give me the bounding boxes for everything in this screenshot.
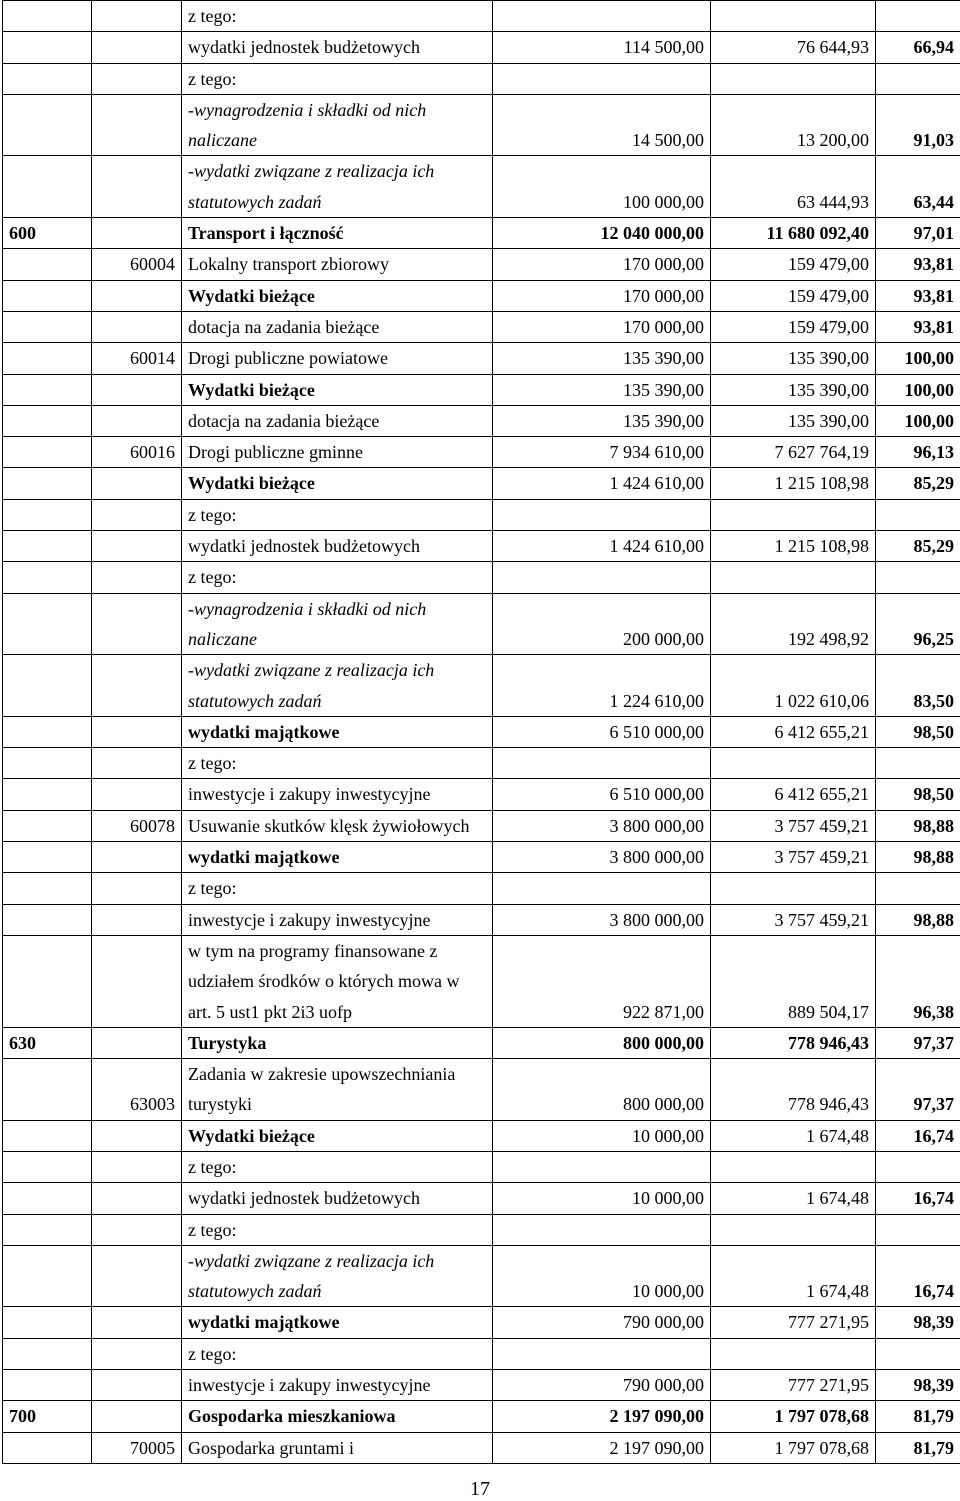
table-row <box>3 1245 960 1307</box>
description-cell: inwestycje i zakupy inwestycyjne <box>182 1370 493 1401</box>
executed-amount-cell: 6 412 655,21 <box>711 779 876 810</box>
description-cell: wydatki jednostek budżetowych <box>182 531 493 562</box>
dzial-cell <box>3 810 92 841</box>
percent-cell: 81,79 <box>876 1432 960 1463</box>
rozdzial-cell <box>92 1183 182 1214</box>
percent-cell: 98,39 <box>876 1307 960 1338</box>
percent-cell: 81,79 <box>876 1401 960 1432</box>
executed-amount-cell: 1 215 108,98 <box>711 531 876 562</box>
plan-amount-cell: 100 000,00 <box>493 156 711 218</box>
plan-amount-cell: 6 510 000,00 <box>493 779 711 810</box>
table-row <box>3 63 960 94</box>
plan-amount-cell: 114 500,00 <box>493 32 711 63</box>
table-row <box>3 1027 960 1058</box>
table-row <box>3 1338 960 1369</box>
plan-amount-cell: 12 040 000,00 <box>493 218 711 249</box>
executed-amount-cell: 63 444,93 <box>711 156 876 218</box>
description-cell: wydatki majątkowe <box>182 842 493 873</box>
executed-amount-cell: 1 674,48 <box>711 1245 876 1307</box>
description-cell: Gospodarka gruntami i <box>182 1432 493 1463</box>
dzial-cell <box>3 655 92 717</box>
description-cell: z tego: <box>182 1 493 32</box>
rozdzial-cell <box>92 779 182 810</box>
percent-cell: 83,50 <box>876 655 960 717</box>
dzial-cell <box>3 1432 92 1463</box>
percent-cell <box>876 1214 960 1245</box>
percent-cell: 63,44 <box>876 156 960 218</box>
executed-amount-cell <box>711 562 876 593</box>
percent-cell: 100,00 <box>876 405 960 436</box>
dzial-cell <box>3 935 92 1027</box>
percent-cell: 66,94 <box>876 32 960 63</box>
dzial-cell <box>3 1 92 32</box>
table-row <box>3 748 960 779</box>
plan-amount-cell: 200 000,00 <box>493 593 711 655</box>
plan-amount-cell: 10 000,00 <box>493 1120 711 1151</box>
plan-amount-cell: 3 800 000,00 <box>493 810 711 841</box>
rozdzial-cell <box>92 499 182 530</box>
percent-cell: 97,37 <box>876 1059 960 1121</box>
executed-amount-cell: 1 215 108,98 <box>711 468 876 499</box>
plan-amount-cell: 2 197 090,00 <box>493 1401 711 1432</box>
percent-cell: 85,29 <box>876 531 960 562</box>
description-cell: dotacja na zadania bieżące <box>182 311 493 342</box>
executed-amount-cell: 159 479,00 <box>711 311 876 342</box>
dzial-cell <box>3 842 92 873</box>
rozdzial-cell <box>92 562 182 593</box>
dzial-cell <box>3 437 92 468</box>
rozdzial-cell <box>92 1027 182 1058</box>
dzial-cell <box>3 468 92 499</box>
table-row <box>3 842 960 873</box>
percent-cell: 96,25 <box>876 593 960 655</box>
percent-cell: 93,81 <box>876 280 960 311</box>
rozdzial-cell <box>92 716 182 747</box>
description-cell: Usuwanie skutków klęsk żywiołowych <box>182 810 493 841</box>
dzial-cell <box>3 779 92 810</box>
plan-amount-cell: 14 500,00 <box>493 94 711 156</box>
table-row <box>3 499 960 530</box>
executed-amount-cell: 6 412 655,21 <box>711 716 876 747</box>
table-row <box>3 593 960 655</box>
dzial-cell <box>3 1338 92 1369</box>
plan-amount-cell: 7 934 610,00 <box>493 437 711 468</box>
plan-amount-cell <box>493 499 711 530</box>
description-cell: wydatki jednostek budżetowych <box>182 1183 493 1214</box>
dzial-cell: 700 <box>3 1401 92 1432</box>
rozdzial-cell <box>92 748 182 779</box>
rozdzial-cell <box>92 655 182 717</box>
dzial-cell <box>3 593 92 655</box>
rozdzial-cell <box>92 94 182 156</box>
rozdzial-cell <box>92 1214 182 1245</box>
table-row <box>3 94 960 156</box>
description-cell: inwestycje i zakupy inwestycyjne <box>182 779 493 810</box>
percent-cell <box>876 1 960 32</box>
dzial-cell: 630 <box>3 1027 92 1058</box>
executed-amount-cell: 1 674,48 <box>711 1120 876 1151</box>
rozdzial-cell <box>92 1370 182 1401</box>
plan-amount-cell: 135 390,00 <box>493 343 711 374</box>
description-cell: Drogi publiczne gminne <box>182 437 493 468</box>
dzial-cell <box>3 531 92 562</box>
dzial-cell <box>3 716 92 747</box>
dzial-cell <box>3 1183 92 1214</box>
rozdzial-cell <box>92 280 182 311</box>
dzial-cell: 600 <box>3 218 92 249</box>
plan-amount-cell: 170 000,00 <box>493 311 711 342</box>
executed-amount-cell: 3 757 459,21 <box>711 842 876 873</box>
percent-cell <box>876 1151 960 1182</box>
plan-amount-cell: 10 000,00 <box>493 1183 711 1214</box>
plan-amount-cell <box>493 1151 711 1182</box>
executed-amount-cell: 889 504,17 <box>711 935 876 1027</box>
percent-cell: 93,81 <box>876 249 960 280</box>
executed-amount-cell: 777 271,95 <box>711 1370 876 1401</box>
plan-amount-cell <box>493 1 711 32</box>
table-row <box>3 437 960 468</box>
plan-amount-cell <box>493 1338 711 1369</box>
plan-amount-cell: 3 800 000,00 <box>493 842 711 873</box>
table-row <box>3 716 960 747</box>
table-row <box>3 1401 960 1432</box>
plan-amount-cell: 170 000,00 <box>493 249 711 280</box>
plan-amount-cell <box>493 1214 711 1245</box>
rozdzial-cell <box>92 873 182 904</box>
table-row <box>3 1370 960 1401</box>
description-cell: Zadania w zakresie upowszechniania turystyki <box>182 1059 493 1121</box>
executed-amount-cell: 778 946,43 <box>711 1027 876 1058</box>
dzial-cell <box>3 1245 92 1307</box>
executed-amount-cell <box>711 1 876 32</box>
percent-cell: 93,81 <box>876 311 960 342</box>
executed-amount-cell: 7 627 764,19 <box>711 437 876 468</box>
percent-cell <box>876 499 960 530</box>
dzial-cell <box>3 904 92 935</box>
description-cell: Wydatki bieżące <box>182 468 493 499</box>
plan-amount-cell <box>493 562 711 593</box>
description-cell: Transport i łączność <box>182 218 493 249</box>
executed-amount-cell: 1 797 078,68 <box>711 1432 876 1463</box>
description-cell: wydatki majątkowe <box>182 1307 493 1338</box>
description-cell: dotacja na zadania bieżące <box>182 405 493 436</box>
description-cell: z tego: <box>182 562 493 593</box>
description-cell: -wynagrodzenia i składki od nich naliczane <box>182 94 493 156</box>
percent-cell: 16,74 <box>876 1120 960 1151</box>
executed-amount-cell: 3 757 459,21 <box>711 810 876 841</box>
dzial-cell <box>3 1059 92 1121</box>
table-row <box>3 904 960 935</box>
description-cell: z tego: <box>182 873 493 904</box>
plan-amount-cell: 790 000,00 <box>493 1307 711 1338</box>
description-cell: z tego: <box>182 1338 493 1369</box>
table-row <box>3 655 960 717</box>
executed-amount-cell: 1 674,48 <box>711 1183 876 1214</box>
dzial-cell <box>3 1307 92 1338</box>
percent-cell: 98,88 <box>876 904 960 935</box>
percent-cell: 100,00 <box>876 374 960 405</box>
executed-amount-cell <box>711 499 876 530</box>
dzial-cell <box>3 63 92 94</box>
table-row <box>3 1214 960 1245</box>
description-cell: Drogi publiczne powiatowe <box>182 343 493 374</box>
rozdzial-cell: 60016 <box>92 437 182 468</box>
dzial-cell <box>3 1120 92 1151</box>
executed-amount-cell: 192 498,92 <box>711 593 876 655</box>
rozdzial-cell <box>92 405 182 436</box>
executed-amount-cell: 1 022 610,06 <box>711 655 876 717</box>
description-cell: z tego: <box>182 1214 493 1245</box>
description-cell: z tego: <box>182 748 493 779</box>
percent-cell: 16,74 <box>876 1245 960 1307</box>
plan-amount-cell: 790 000,00 <box>493 1370 711 1401</box>
table-row <box>3 531 960 562</box>
executed-amount-cell <box>711 748 876 779</box>
plan-amount-cell: 6 510 000,00 <box>493 716 711 747</box>
table-row <box>3 218 960 249</box>
executed-amount-cell: 159 479,00 <box>711 249 876 280</box>
table-row <box>3 280 960 311</box>
table-row <box>3 249 960 280</box>
rozdzial-cell <box>92 1 182 32</box>
rozdzial-cell: 60014 <box>92 343 182 374</box>
dzial-cell <box>3 32 92 63</box>
description-cell: Lokalny transport zbiorowy <box>182 249 493 280</box>
table-row <box>3 873 960 904</box>
table-row <box>3 1183 960 1214</box>
dzial-cell <box>3 562 92 593</box>
rozdzial-cell <box>92 156 182 218</box>
description-cell: Wydatki bieżące <box>182 374 493 405</box>
table-row <box>3 468 960 499</box>
executed-amount-cell <box>711 1151 876 1182</box>
rozdzial-cell <box>92 1307 182 1338</box>
percent-cell: 100,00 <box>876 343 960 374</box>
dzial-cell <box>3 405 92 436</box>
executed-amount-cell <box>711 63 876 94</box>
plan-amount-cell <box>493 63 711 94</box>
percent-cell: 98,50 <box>876 716 960 747</box>
description-cell: z tego: <box>182 63 493 94</box>
rozdzial-cell <box>92 1120 182 1151</box>
rozdzial-cell <box>92 593 182 655</box>
plan-amount-cell: 10 000,00 <box>493 1245 711 1307</box>
rozdzial-cell <box>92 468 182 499</box>
executed-amount-cell: 159 479,00 <box>711 280 876 311</box>
percent-cell: 85,29 <box>876 468 960 499</box>
description-cell: -wynagrodzenia i składki od nich naliczane <box>182 593 493 655</box>
rozdzial-cell <box>92 1151 182 1182</box>
percent-cell: 98,88 <box>876 810 960 841</box>
description-cell: inwestycje i zakupy inwestycyjne <box>182 904 493 935</box>
description-cell: Gospodarka mieszkaniowa <box>182 1401 493 1432</box>
rozdzial-cell: 60004 <box>92 249 182 280</box>
table-row <box>3 374 960 405</box>
dzial-cell <box>3 280 92 311</box>
description-cell: -wydatki związane z realizacja ich statutowych zadań <box>182 655 493 717</box>
executed-amount-cell <box>711 1338 876 1369</box>
description-cell: Turystyka <box>182 1027 493 1058</box>
table-row <box>3 1120 960 1151</box>
plan-amount-cell: 1 424 610,00 <box>493 531 711 562</box>
plan-amount-cell: 800 000,00 <box>493 1059 711 1121</box>
table-row <box>3 779 960 810</box>
executed-amount-cell: 135 390,00 <box>711 374 876 405</box>
rozdzial-cell <box>92 1338 182 1369</box>
rozdzial-cell <box>92 1245 182 1307</box>
table-row <box>3 810 960 841</box>
percent-cell <box>876 63 960 94</box>
rozdzial-cell: 70005 <box>92 1432 182 1463</box>
table-row <box>3 1059 960 1121</box>
table-row <box>3 405 960 436</box>
table-row <box>3 32 960 63</box>
dzial-cell <box>3 1370 92 1401</box>
executed-amount-cell: 135 390,00 <box>711 343 876 374</box>
plan-amount-cell: 3 800 000,00 <box>493 904 711 935</box>
description-cell: z tego: <box>182 1151 493 1182</box>
rozdzial-cell <box>92 935 182 1027</box>
percent-cell: 96,13 <box>876 437 960 468</box>
percent-cell: 96,38 <box>876 935 960 1027</box>
table-row <box>3 311 960 342</box>
rozdzial-cell <box>92 311 182 342</box>
page-number: 17 <box>470 1478 490 1500</box>
executed-amount-cell: 13 200,00 <box>711 94 876 156</box>
dzial-cell <box>3 499 92 530</box>
table-row <box>3 1307 960 1338</box>
description-cell: wydatki jednostek budżetowych <box>182 32 493 63</box>
dzial-cell <box>3 748 92 779</box>
executed-amount-cell: 778 946,43 <box>711 1059 876 1121</box>
description-cell: z tego: <box>182 499 493 530</box>
executed-amount-cell: 3 757 459,21 <box>711 904 876 935</box>
table-row <box>3 935 960 1027</box>
rozdzial-cell: 63003 <box>92 1059 182 1121</box>
dzial-cell <box>3 94 92 156</box>
executed-amount-cell: 76 644,93 <box>711 32 876 63</box>
rozdzial-cell <box>92 531 182 562</box>
table-row <box>3 1 960 32</box>
rozdzial-cell <box>92 32 182 63</box>
description-cell: Wydatki bieżące <box>182 1120 493 1151</box>
plan-amount-cell: 2 197 090,00 <box>493 1432 711 1463</box>
plan-amount-cell: 800 000,00 <box>493 1027 711 1058</box>
table-row <box>3 1151 960 1182</box>
dzial-cell <box>3 343 92 374</box>
executed-amount-cell <box>711 1214 876 1245</box>
description-cell: -wydatki związane z realizacja ich statutowych zadań <box>182 156 493 218</box>
plan-amount-cell: 170 000,00 <box>493 280 711 311</box>
plan-amount-cell: 1 224 610,00 <box>493 655 711 717</box>
dzial-cell <box>3 374 92 405</box>
budget-table-body <box>3 1 960 1464</box>
executed-amount-cell: 777 271,95 <box>711 1307 876 1338</box>
plan-amount-cell: 135 390,00 <box>493 374 711 405</box>
executed-amount-cell <box>711 873 876 904</box>
percent-cell <box>876 562 960 593</box>
executed-amount-cell: 11 680 092,40 <box>711 218 876 249</box>
rozdzial-cell <box>92 63 182 94</box>
dzial-cell <box>3 1151 92 1182</box>
rozdzial-cell: 60078 <box>92 810 182 841</box>
dzial-cell <box>3 1214 92 1245</box>
executed-amount-cell: 135 390,00 <box>711 405 876 436</box>
percent-cell <box>876 873 960 904</box>
percent-cell: 97,01 <box>876 218 960 249</box>
description-cell: w tym na programy finansowane z udziałem środków o których mowa w art. 5 ust1 pkt 2i3 uofp <box>182 935 493 1027</box>
plan-amount-cell: 922 871,00 <box>493 935 711 1027</box>
dzial-cell <box>3 156 92 218</box>
plan-amount-cell <box>493 748 711 779</box>
budget-table <box>2 0 960 1464</box>
table-row <box>3 156 960 218</box>
table-row <box>3 562 960 593</box>
percent-cell: 97,37 <box>876 1027 960 1058</box>
dzial-cell <box>3 249 92 280</box>
executed-amount-cell: 1 797 078,68 <box>711 1401 876 1432</box>
description-cell: wydatki majątkowe <box>182 716 493 747</box>
percent-cell <box>876 1338 960 1369</box>
percent-cell: 91,03 <box>876 94 960 156</box>
percent-cell: 98,39 <box>876 1370 960 1401</box>
rozdzial-cell <box>92 1401 182 1432</box>
plan-amount-cell: 135 390,00 <box>493 405 711 436</box>
rozdzial-cell <box>92 904 182 935</box>
table-row <box>3 343 960 374</box>
plan-amount-cell <box>493 873 711 904</box>
dzial-cell <box>3 311 92 342</box>
rozdzial-cell <box>92 374 182 405</box>
description-cell: Wydatki bieżące <box>182 280 493 311</box>
rozdzial-cell <box>92 842 182 873</box>
dzial-cell <box>3 873 92 904</box>
rozdzial-cell <box>92 218 182 249</box>
percent-cell <box>876 748 960 779</box>
percent-cell: 98,50 <box>876 779 960 810</box>
percent-cell: 16,74 <box>876 1183 960 1214</box>
plan-amount-cell: 1 424 610,00 <box>493 468 711 499</box>
table-row <box>3 1432 960 1463</box>
percent-cell: 98,88 <box>876 842 960 873</box>
description-cell: -wydatki związane z realizacja ich statutowych zadań <box>182 1245 493 1307</box>
